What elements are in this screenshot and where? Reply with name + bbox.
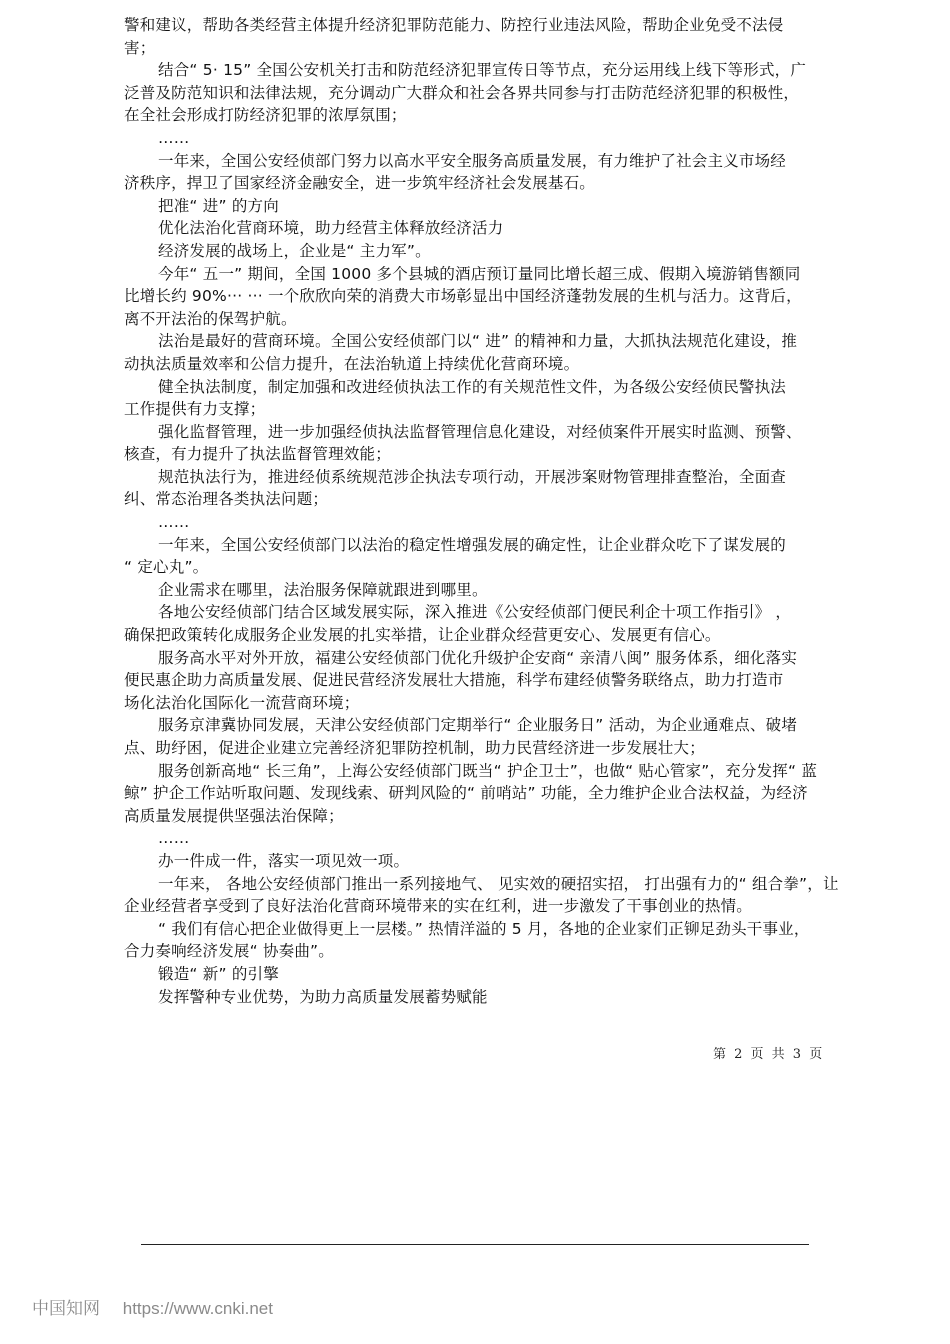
text-line: 发挥警种专业优势，为助力高质量发展蓄势赋能: [158, 987, 488, 1006]
text-line: 企业需求在哪里，法治服务保障就跟进到哪里。: [158, 580, 488, 599]
text-line: 锻造“ 新” 的引擎: [158, 964, 279, 983]
text-line: 各地公安经侦部门结合区域发展实际，深入推进《公安经侦部门便民利企十项工作指引》 ，: [158, 603, 792, 622]
text-line: 泛普及防范知识和法律法规，充分调动广大群众和社会各界共同参与打击防范经济犯罪的积极性，: [124, 83, 800, 102]
text-line: 一年来，全国公安经侦部门以法治的稳定性增强发展的确定性，让企业群众吃下了谋发展的: [158, 535, 787, 554]
text-line: “ 定心丸”。: [124, 558, 209, 577]
text-line: 办一件成一件，落实一项见效一项。: [158, 851, 410, 870]
text-line: 经济发展的战场上，企业是“ 主力军”。: [158, 241, 431, 260]
footer-divider: [141, 1244, 809, 1245]
text-line: 合力奏响经济发展“ 协奏曲”。: [124, 942, 334, 961]
text-line: 工作提供有力支撑；: [124, 400, 266, 419]
text-line: 纠、常态治理各类执法问题；: [124, 490, 329, 509]
document-body: [124, 14, 844, 1008]
text-line: 高质量发展提供坚强法治保障；: [124, 806, 344, 825]
cnki-url-link[interactable]: https://www.cnki.net: [122, 1299, 273, 1318]
page-number: 第 2 页 共 3 页: [713, 1047, 825, 1062]
text-line: 在全社会形成打防经济犯罪的浓厚氛围；: [124, 106, 407, 125]
text-line: 把准“ 进” 的方向: [158, 196, 279, 215]
text-line: 健全执法制度，制定加强和改进经侦执法工作的有关规范性文件，为各级公安经侦民警执法: [158, 377, 787, 396]
text-line: 确保把政策转化成服务企业发展的扎实举措，让企业群众经营更安心、发展更有信心。: [124, 626, 721, 645]
text-line: 一年来， 各地公安经侦部门推出一系列接地气、 见实效的硬招实招， 打出强有力的“ 组合拳”，让: [158, 874, 839, 893]
text-line: 今年“ 五一” 期间，全国 1000 多个县城的酒店预订量同比增长超三成、假期入境游销售额同: [158, 264, 801, 283]
text-line: 服务京津冀协同发展，天津公安经侦部门定期举行“ 企业服务日” 活动，为企业通难点、破堵: [158, 716, 798, 735]
text-line: 动执法质量效率和公信力提升，在法治轨道上持续优化营商环境。: [124, 354, 580, 373]
text-line: 服务创新高地“ 长三角”，上海公安经侦部门既当“ 护企卫士”，也做“ 贴心管家”，充分发挥“ 蓝: [158, 761, 818, 780]
text-line: 警和建议，帮助各类经营主体提升经济犯罪防范能力、防控行业违法风险，帮助企业免受不法侵: [124, 16, 784, 34]
text-line: 一年来，全国公安经侦部门努力以高水平安全服务高质量发展，有力维护了社会主义市场经: [158, 151, 787, 170]
watermark-footer: [32, 1294, 273, 1319]
text-line: 结合“ 5· 15” 全国公安机关打击和防范经济犯罪宣传日等节点，充分运用线上线下等形式，广: [158, 61, 807, 80]
text-line: 便民惠企助力高质量发展、促进民营经济发展壮大措施，科学布建经侦警务联络点，助力打造市: [124, 671, 784, 690]
text-line: ……: [158, 513, 190, 532]
text-line: ……: [158, 829, 190, 848]
text-line: 离不开法治的保驾护航。: [124, 309, 297, 328]
text-line: 优化法治化营商环境，助力经营主体释放经济活力: [158, 219, 504, 238]
text-line: 企业经营者享受到了良好法治化营商环境带来的实在红利，进一步激发了干事创业的热情。: [124, 897, 753, 916]
text-line: ……: [158, 128, 190, 147]
text-line: 点、助纾困，促进企业建立完善经济犯罪防控机制，助力民营经济进一步发展壮大；: [124, 739, 705, 757]
cnki-brand-logo: 中国知网: [32, 1299, 100, 1318]
text-line: 济秩序，捍卫了国家经济金融安全，进一步筑牢经济社会发展基石。: [124, 174, 596, 193]
text-line: 鲸” 护企工作站听取问题、发现线索、研判风险的“ 前哨站” 功能，全力维护企业合法权益，为经济: [124, 784, 808, 803]
text-line: 害；: [124, 38, 156, 57]
text-line: 比增长约 90%··· ··· 一个欣欣向荣的消费大市场彰显出中国经济蓬勃发展的生机与活力。这背后，: [124, 287, 802, 306]
text-line: 核查，有力提升了执法监督管理效能；: [124, 445, 391, 464]
text-line: “ 我们有信心把企业做得更上一层楼。” 热情洋溢的 5 月，各地的企业家们正铆足劲头干事业，: [158, 919, 810, 938]
text-line: 场化法治化国际化一流营商环境；: [124, 693, 360, 712]
text-line: 强化监督管理，进一步加强经侦执法监督管理信息化建设，对经侦案件开展实时监测、预警、: [158, 422, 802, 441]
text-line: 法治是最好的营商环境。全国公安经侦部门以“ 进” 的精神和力量，大抓执法规范化建设，推: [158, 332, 798, 351]
text-line: 规范执法行为，推进经侦系统规范涉企执法专项行动，开展涉案财物管理排查整治，全面查: [158, 467, 787, 486]
text-line: 服务高水平对外开放，福建公安经侦部门优化升级护企安商“ 亲清八闽” 服务体系，细化落实: [158, 648, 798, 667]
